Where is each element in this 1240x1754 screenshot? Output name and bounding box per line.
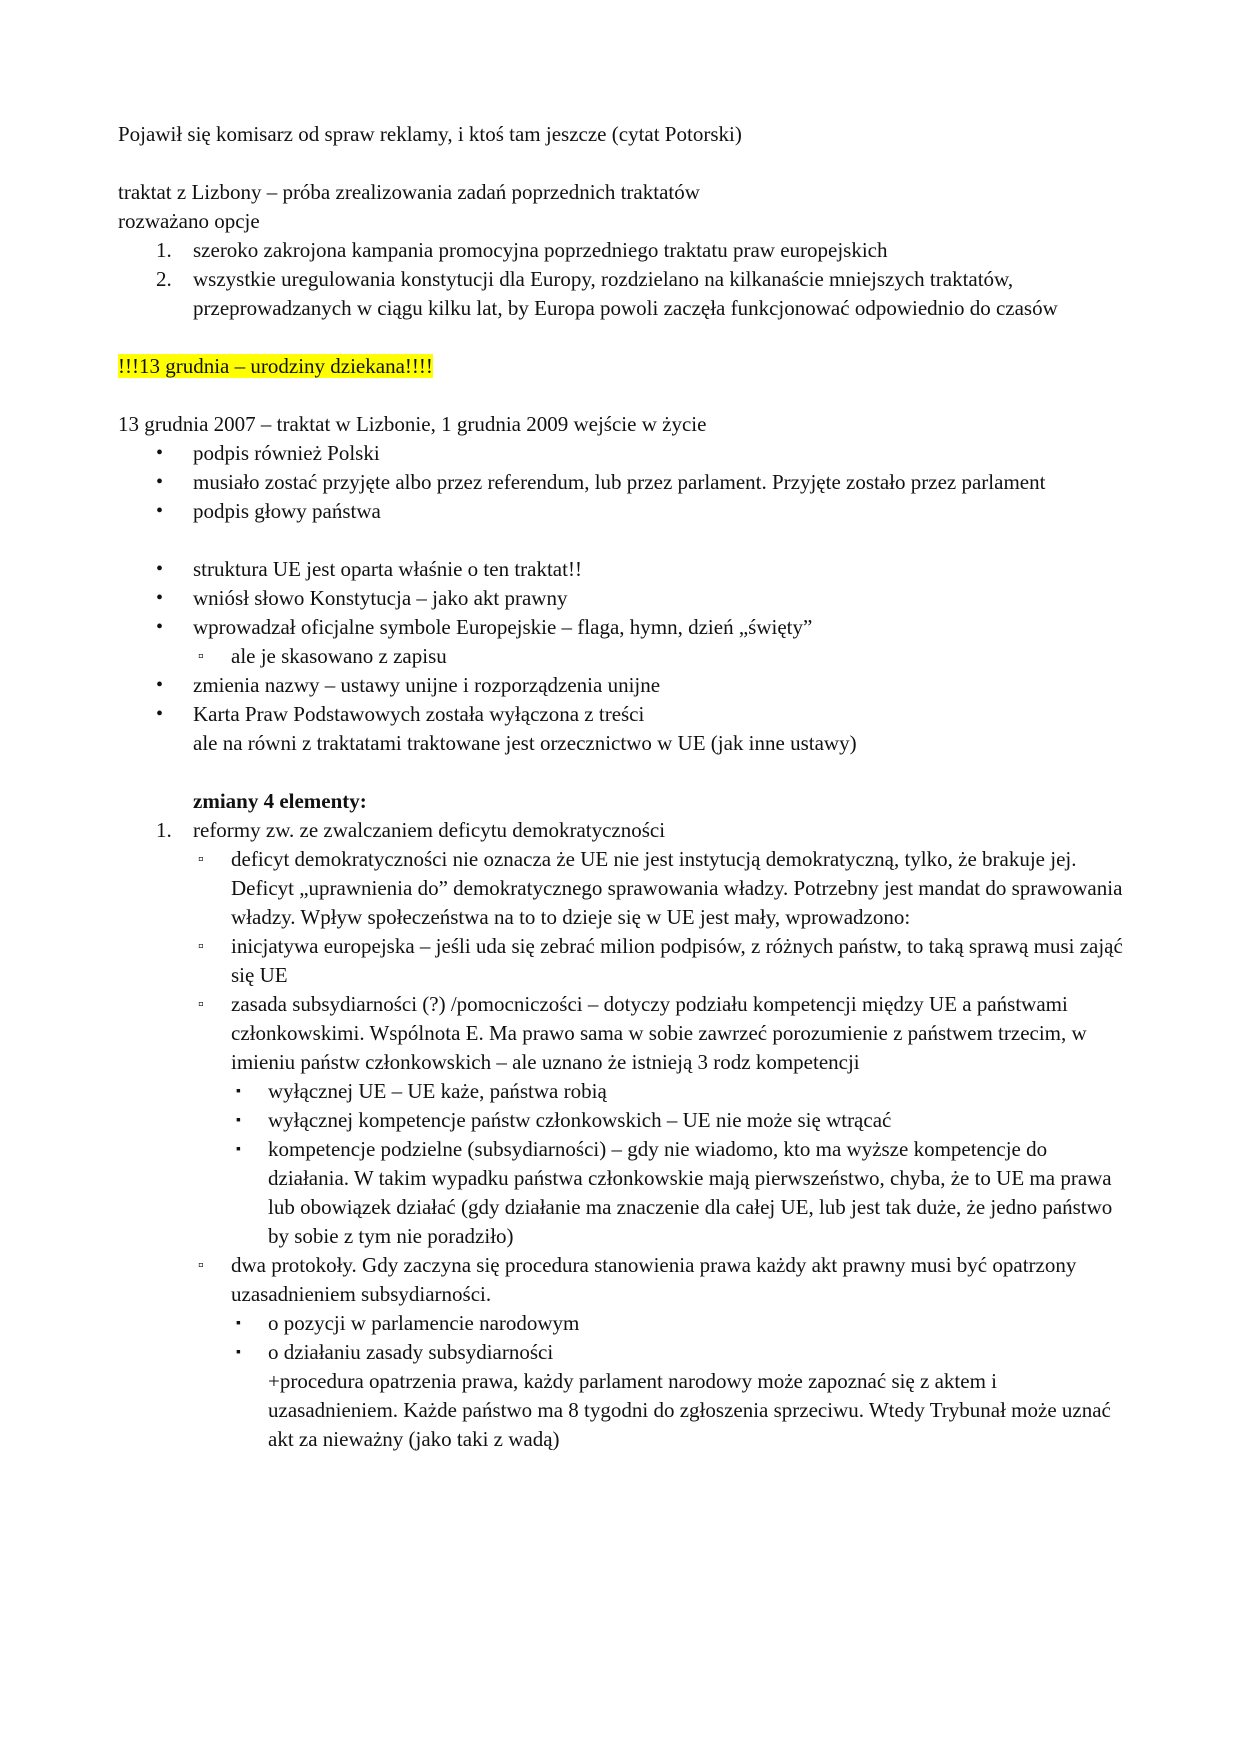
bullet-marker: •: [156, 442, 164, 464]
highlighted-note: [118, 352, 1128, 381]
paragraph-lisbon: traktat z Lizbony – próba zrealizowania zadań poprzednich traktatów: [118, 180, 700, 204]
list-item-text: musiało zostać przyjęte albo przez referendum, lub przez parlament. Przyjęte zostało przez parlament: [193, 470, 1046, 494]
square-marker: ▪: [236, 1084, 241, 1099]
list-item-text: struktura UE jest oparta właśnie o ten traktat!!: [193, 557, 582, 581]
numbered-item: [118, 816, 1128, 845]
bullet-marker: •: [156, 500, 164, 522]
sub-sub-bullet-item: [118, 1338, 1128, 1367]
sub-bullet-item: [118, 845, 1128, 932]
list-item-text: wniósł słowo Konstytucja – jako akt prawny: [193, 586, 568, 610]
list-number: 2.: [156, 267, 172, 291]
list-item-text: wyłącznej UE – UE każe, państwa robią: [268, 1079, 607, 1103]
list-item-text: o pozycji w parlamencie narodowym: [268, 1311, 580, 1335]
bullet-marker: •: [156, 587, 164, 609]
bullet-item: [118, 700, 1128, 729]
square-marker: ▪: [236, 1142, 241, 1157]
circle-marker: ▫: [198, 648, 204, 665]
list-item-text: reformy zw. ze zwalczaniem deficytu demokratyczności: [193, 818, 666, 842]
sub-bullet-item: [118, 642, 1128, 671]
circle-marker: ▫: [198, 996, 204, 1013]
square-marker: ▪: [236, 1345, 241, 1360]
list-item-text: deficyt demokratyczności nie oznacza że UE nie jest instytucją demokratyczną, tylko, że brakuje jej. Deficyt „uprawnienia do” demokratycznego sprawowania władzy. Potrzebny jest mandat do sprawowania władzy. Wpływ społeczeństwa na to to dzieje się w UE jest mały, wprowadzono:: [231, 847, 1123, 929]
numbered-item: [118, 236, 1128, 265]
bullet-item: [118, 613, 1128, 642]
sub-sub-bullet-item: [118, 1309, 1128, 1338]
paragraph-options: rozważano opcje: [118, 209, 260, 233]
list-item-text: zmienia nazwy – ustawy unijne i rozporządzenia unijne: [193, 673, 661, 697]
sub-sub-bullet-item: [118, 1135, 1128, 1251]
list-item-text: podpis głowy państwa: [193, 499, 381, 523]
square-marker: ▪: [236, 1316, 241, 1331]
bullet-marker: •: [156, 703, 164, 725]
list-continuation: ale na równi z traktatami traktowane jest orzecznictwo w UE (jak inne ustawy): [193, 731, 857, 755]
bullet-item: [118, 439, 1128, 468]
highlight-text: !!!13 grudnia – urodziny dziekana!!!!: [118, 354, 433, 378]
list-item-text: inicjatywa europejska – jeśli uda się zebrać milion podpisów, z różnych państw, to taką sprawą musi zająć się UE: [231, 934, 1123, 987]
list-item-text: wyłącznej kompetencje państw członkowskich – UE nie może się wtrącać: [268, 1108, 892, 1132]
list-continuation: +procedura opatrzenia prawa, każdy parlament narodowy może zapoznać się z aktem i uzasadnieniem. Każde państwo ma 8 tygodni do zgłoszenia sprzeciwu. Wtedy Trybunał może uznać akt za nieważny (jako taki z wadą): [268, 1369, 1111, 1451]
numbered-item: [118, 265, 1128, 323]
list-item-text: ale je skasowano z zapisu: [231, 644, 447, 668]
bullet-item: [118, 497, 1128, 526]
paragraph-dates: 13 grudnia 2007 – traktat w Lizbonie, 1 grudnia 2009 wejście w życie: [118, 412, 707, 436]
list-item-text: dwa protokoły. Gdy zaczyna się procedura stanowienia prawa każdy akt prawny musi być opatrzony uzasadnieniem subsydiarności.: [231, 1253, 1077, 1306]
bullet-marker: •: [156, 471, 164, 493]
sub-bullet-item: [118, 932, 1128, 990]
list-item-text: zasada subsydiarności (?) /pomocniczości – dotyczy podziału kompetencji między UE a państwami członkowskimi. Wspólnota E. Ma prawo sama w sobie zawrzeć porozumienie z państwem trzecim, w imieniu państw członkowskich – ale uznano że istnieją 3 rodz kompetencji: [231, 992, 1087, 1074]
bullet-item: [118, 555, 1128, 584]
section-heading: zmiany 4 elementy:: [193, 789, 367, 813]
list-item-text: wszystkie uregulowania konstytucji dla Europy, rozdzielano na kilkanaście mniejszych traktatów, przeprowadzanych w ciągu kilku lat, by Europa powoli zaczęła funkcjonować odpowiednio do czasów: [193, 267, 1058, 320]
list-item-text: Karta Praw Podstawowych została wyłączona z treści: [193, 702, 645, 726]
document-body: [118, 120, 1128, 1454]
list-item-text: podpis również Polski: [193, 441, 380, 465]
list-number: 1.: [156, 238, 172, 262]
bullet-marker: •: [156, 616, 164, 638]
paragraph-intro: Pojawił się komisarz od spraw reklamy, i ktoś tam jeszcze (cytat Potorski): [118, 122, 742, 146]
list-item-text: o działaniu zasady subsydiarności: [268, 1340, 554, 1364]
bullet-marker: •: [156, 674, 164, 696]
circle-marker: ▫: [198, 1257, 204, 1274]
sub-sub-bullet-item: [118, 1106, 1128, 1135]
square-marker: ▪: [236, 1113, 241, 1128]
sub-bullet-item: [118, 1251, 1128, 1309]
bullet-marker: •: [156, 558, 164, 580]
list-item-text: kompetencje podzielne (subsydiarności) – gdy nie wiadomo, kto ma wyższe kompetencje do działania. W takim wypadku państwa członkowskie mają pierwszeństwo, chyba, że to UE ma prawa lub obowiązek działać (gdy działanie ma znaczenie dla całej UE, lub jest tak duże, że jedno państwo by sobie z tym nie poradziło): [268, 1137, 1113, 1248]
sub-sub-bullet-item: [118, 1077, 1128, 1106]
sub-bullet-item: [118, 990, 1128, 1077]
list-number: 1.: [156, 818, 172, 842]
list-item-text: szeroko zakrojona kampania promocyjna poprzedniego traktatu praw europejskich: [193, 238, 888, 262]
circle-marker: ▫: [198, 851, 204, 868]
list-item-text: wprowadzał oficjalne symbole Europejskie – flaga, hymn, dzień „święty”: [193, 615, 813, 639]
circle-marker: ▫: [198, 938, 204, 955]
bullet-item: [118, 671, 1128, 700]
bullet-item: [118, 468, 1128, 497]
bullet-item: [118, 584, 1128, 613]
